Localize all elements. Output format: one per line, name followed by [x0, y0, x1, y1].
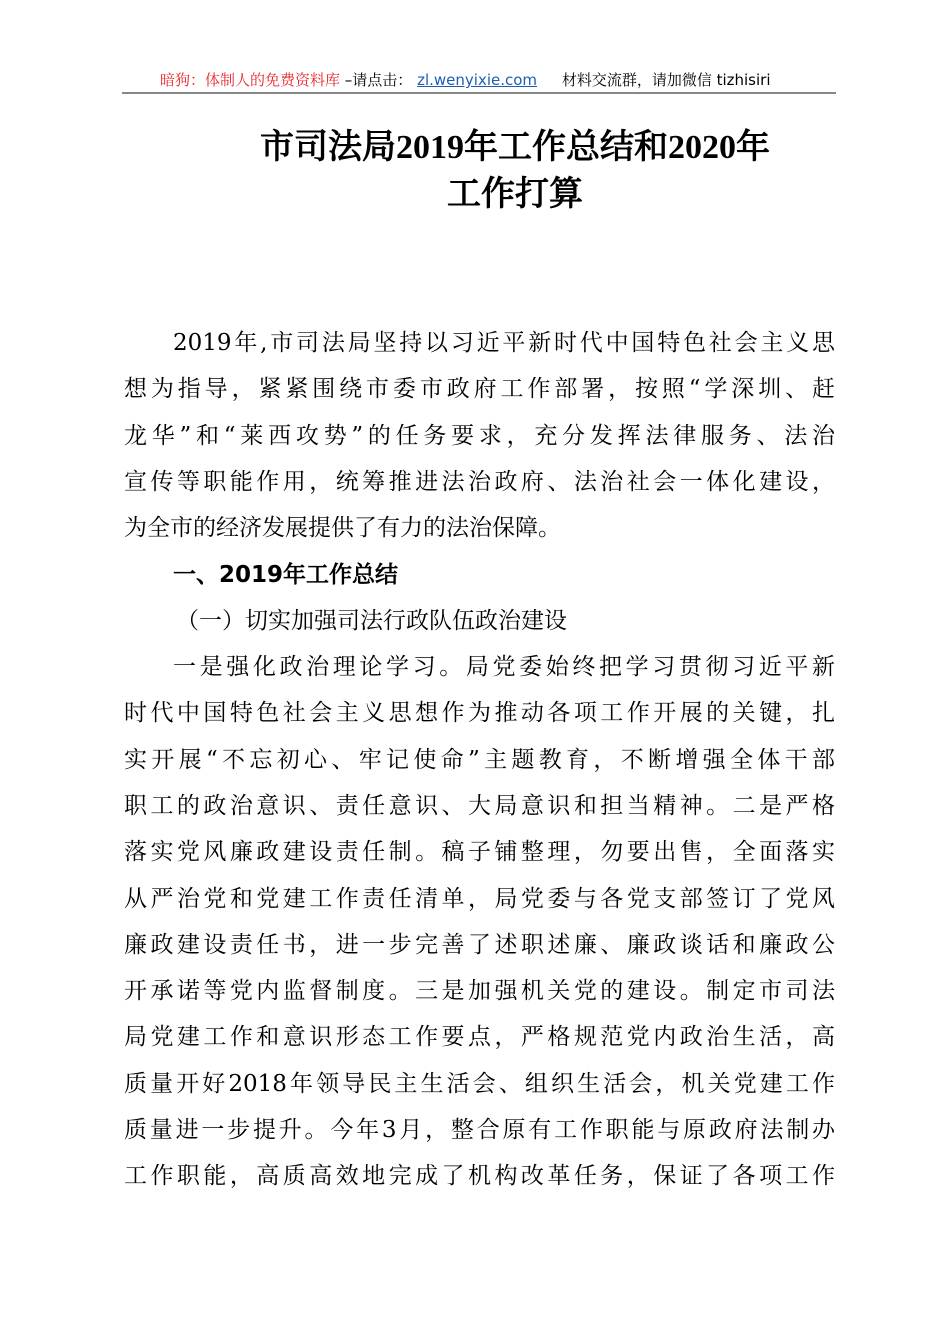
paragraph-line: 质量开好2018年领导民主生活会、组织生活会，机关党建工作: [124, 1070, 835, 1097]
paragraph-line: 落实党风廉政建设责任制。稿子铺整理，勿要出售，全面落实: [124, 839, 835, 866]
header-wechat-text: 材料交流群，请加微信 tizhisiri: [561, 71, 771, 89]
section-heading: 一、2019年工作总结: [173, 562, 399, 588]
doc-title-line1: 市司法局2019年工作总结和2020年: [260, 129, 770, 166]
doc-title-line2: 工作打算: [447, 176, 583, 213]
page-header: [160, 70, 771, 90]
header-promo-text: 暗狗：体制人的免费资料库: [160, 71, 341, 89]
paragraph-line: 职工的政治意识、责任意识、大局意识和担当精神。二是严格: [124, 792, 835, 819]
paragraph-line: 为全市的经济发展提供了有力的法治保障。: [124, 515, 561, 542]
paragraph-line: 2019年,市司法局坚持以习近平新时代中国特色社会主义思: [173, 330, 835, 356]
paragraph-line: 廉政建设责任书，进一步完善了述职述廉、廉政谈话和廉政公: [124, 931, 835, 958]
subsection-heading: （一）切实加强司法行政队伍政治建设: [176, 608, 567, 634]
paragraph-line: 实开展“不忘初心、牢记使命”主题教育，不断增强全体干部: [124, 746, 835, 773]
header-divider: [122, 92, 836, 94]
header-click-text: –请点击：: [344, 71, 413, 89]
paragraph-line: 想为指导，紧紧围绕市委市政府工作部署，按照“学深圳、赶: [124, 376, 835, 403]
paragraph-line: 龙华”和“莱西攻势”的任务要求，充分发挥法律服务、法治: [124, 422, 835, 449]
paragraph-line: 从严治党和党建工作责任清单，局党委与各党支部签订了党风: [124, 885, 835, 912]
header-link[interactable]: zl.wenyixie.com: [417, 71, 538, 89]
paragraph-line: 质量进一步提升。今年3月，整合原有工作职能与原政府法制办: [124, 1117, 835, 1143]
paragraph-line: 一是强化政治理论学习。局党委始终把学习贯彻习近平新: [173, 654, 835, 680]
paragraph-line: 工作职能，高质高效地完成了机构改革任务，保证了各项工作: [124, 1163, 835, 1190]
paragraph-line: 开承诺等党内监督制度。三是加强机关党的建设。制定市司法: [124, 978, 835, 1005]
paragraph-line: 宣传等职能作用，统筹推进法治政府、法治社会一体化建设，: [124, 468, 835, 495]
paragraph-line: 局党建工作和意识形态工作要点，严格规范党内政治生活，高: [124, 1024, 835, 1051]
paragraph-line: 时代中国特色社会主义思想作为推动各项工作开展的关键，扎: [124, 700, 835, 727]
